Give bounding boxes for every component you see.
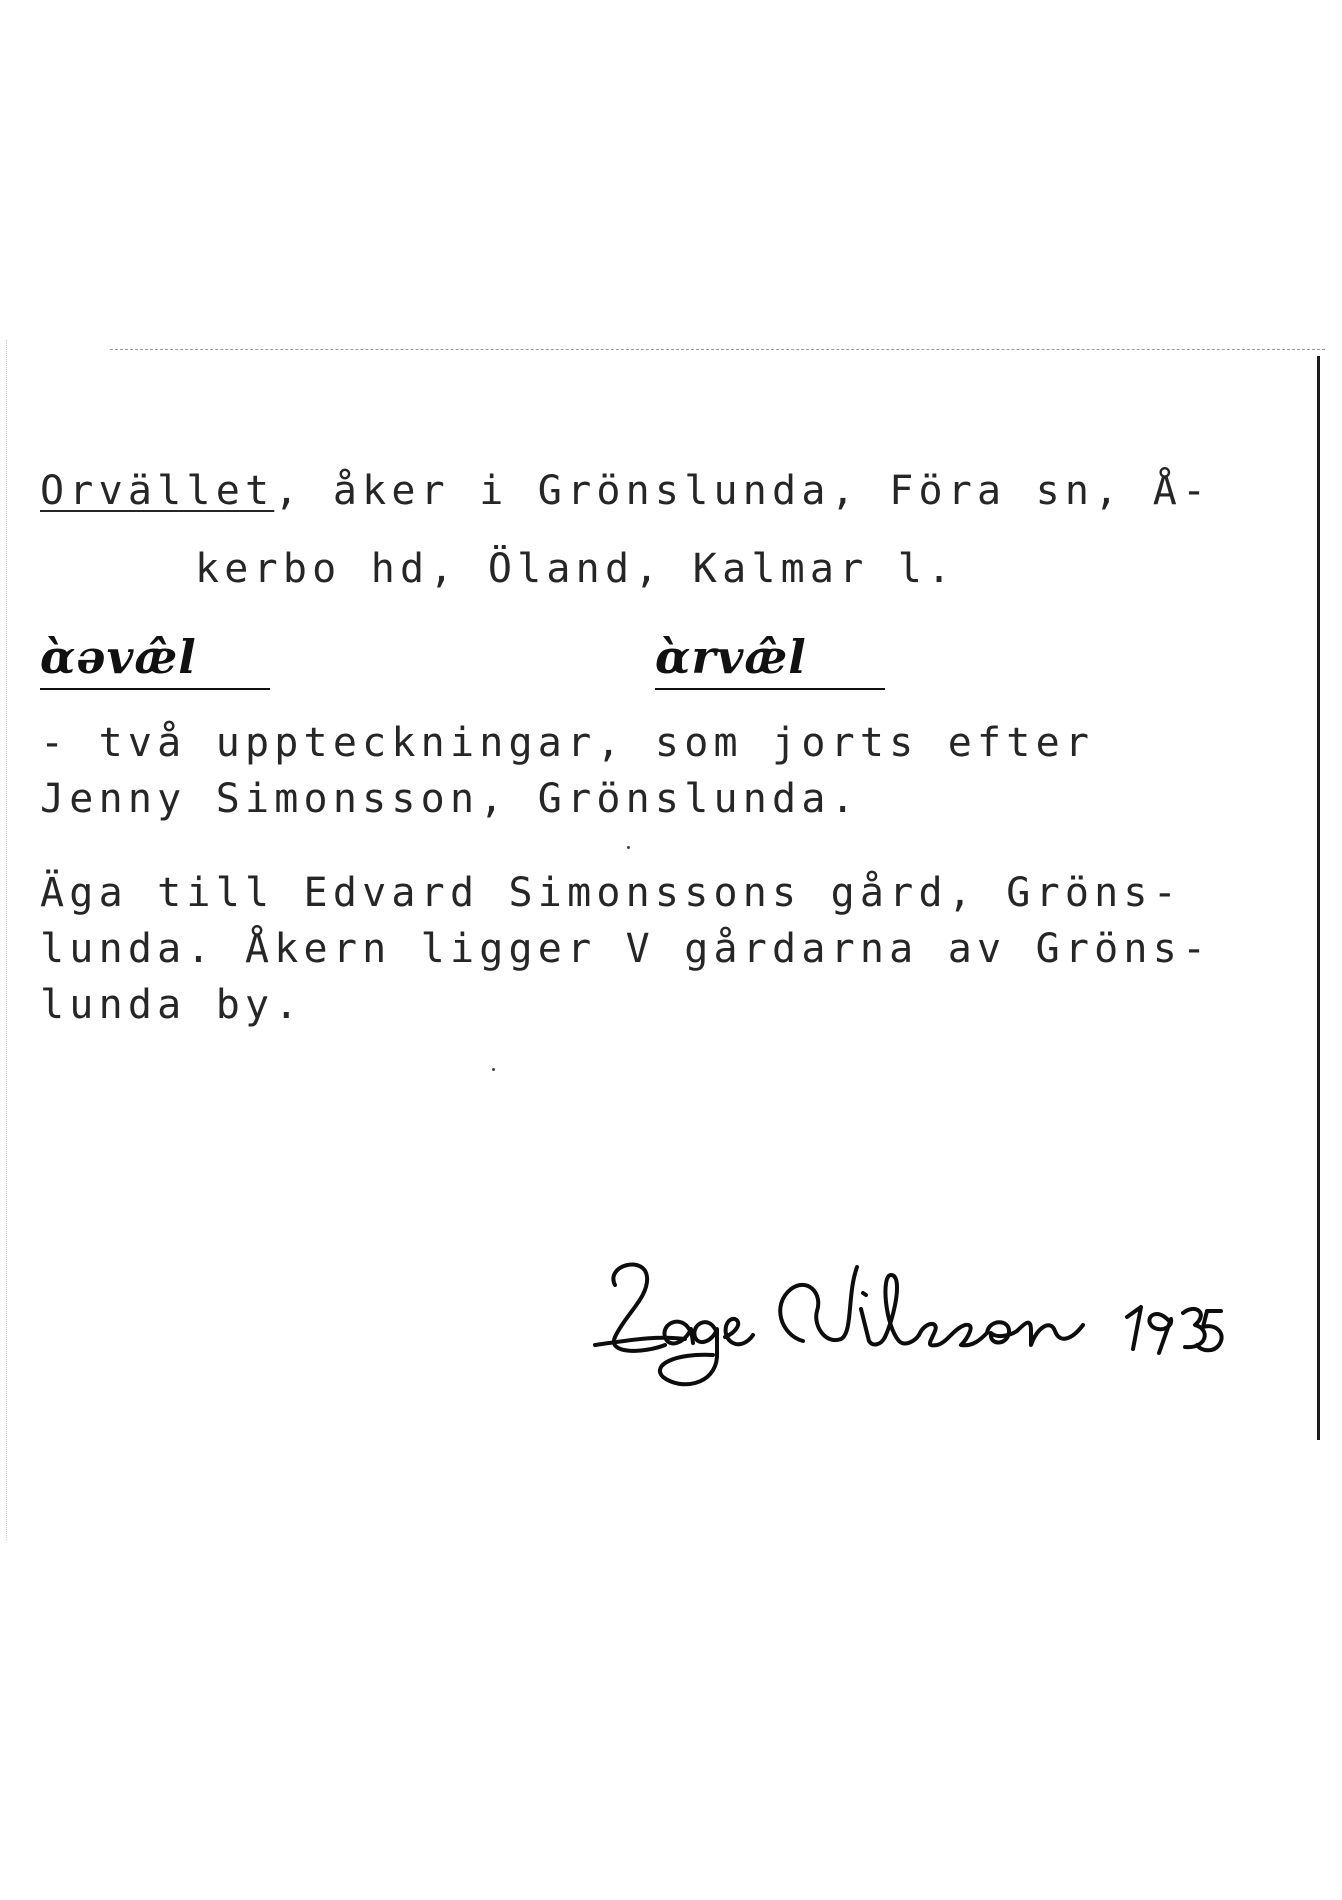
phonetic-transcription-1: ɑ̀əvæ̂l	[40, 630, 197, 684]
card-right-edge	[1317, 356, 1320, 1440]
entry-line-1	[40, 468, 1211, 514]
phonetic-1-underline	[40, 688, 270, 690]
phonetic-2-underline	[655, 688, 885, 690]
signature-lage-nilsson-1935	[585, 1245, 1225, 1395]
description-line-1: Äga till Edvard Simonssons gård, Gröns-	[40, 870, 1182, 916]
head-word: Orvället	[40, 468, 275, 514]
phonetic-transcription-2: ɑ̀rvæ̂l	[655, 630, 807, 684]
entry-line-1-rest: , åker i Grönslunda, Föra sn, Å-	[274, 468, 1212, 514]
scan-left-edge	[6, 340, 9, 1540]
entry-line-2: kerbo hd, Öland, Kalmar l.	[195, 546, 957, 592]
note-line-1: - två uppteckningar, som jorts efter	[40, 720, 1095, 766]
scan-speck	[627, 846, 630, 849]
card-top-edge	[110, 349, 1325, 350]
scan-speck	[492, 1068, 495, 1071]
note-line-2: Jenny Simonsson, Grönslunda.	[40, 776, 860, 822]
description-line-2: lunda. Åkern ligger V gårdarna av Gröns-	[40, 926, 1212, 972]
description-line-3: lunda by.	[40, 982, 304, 1028]
